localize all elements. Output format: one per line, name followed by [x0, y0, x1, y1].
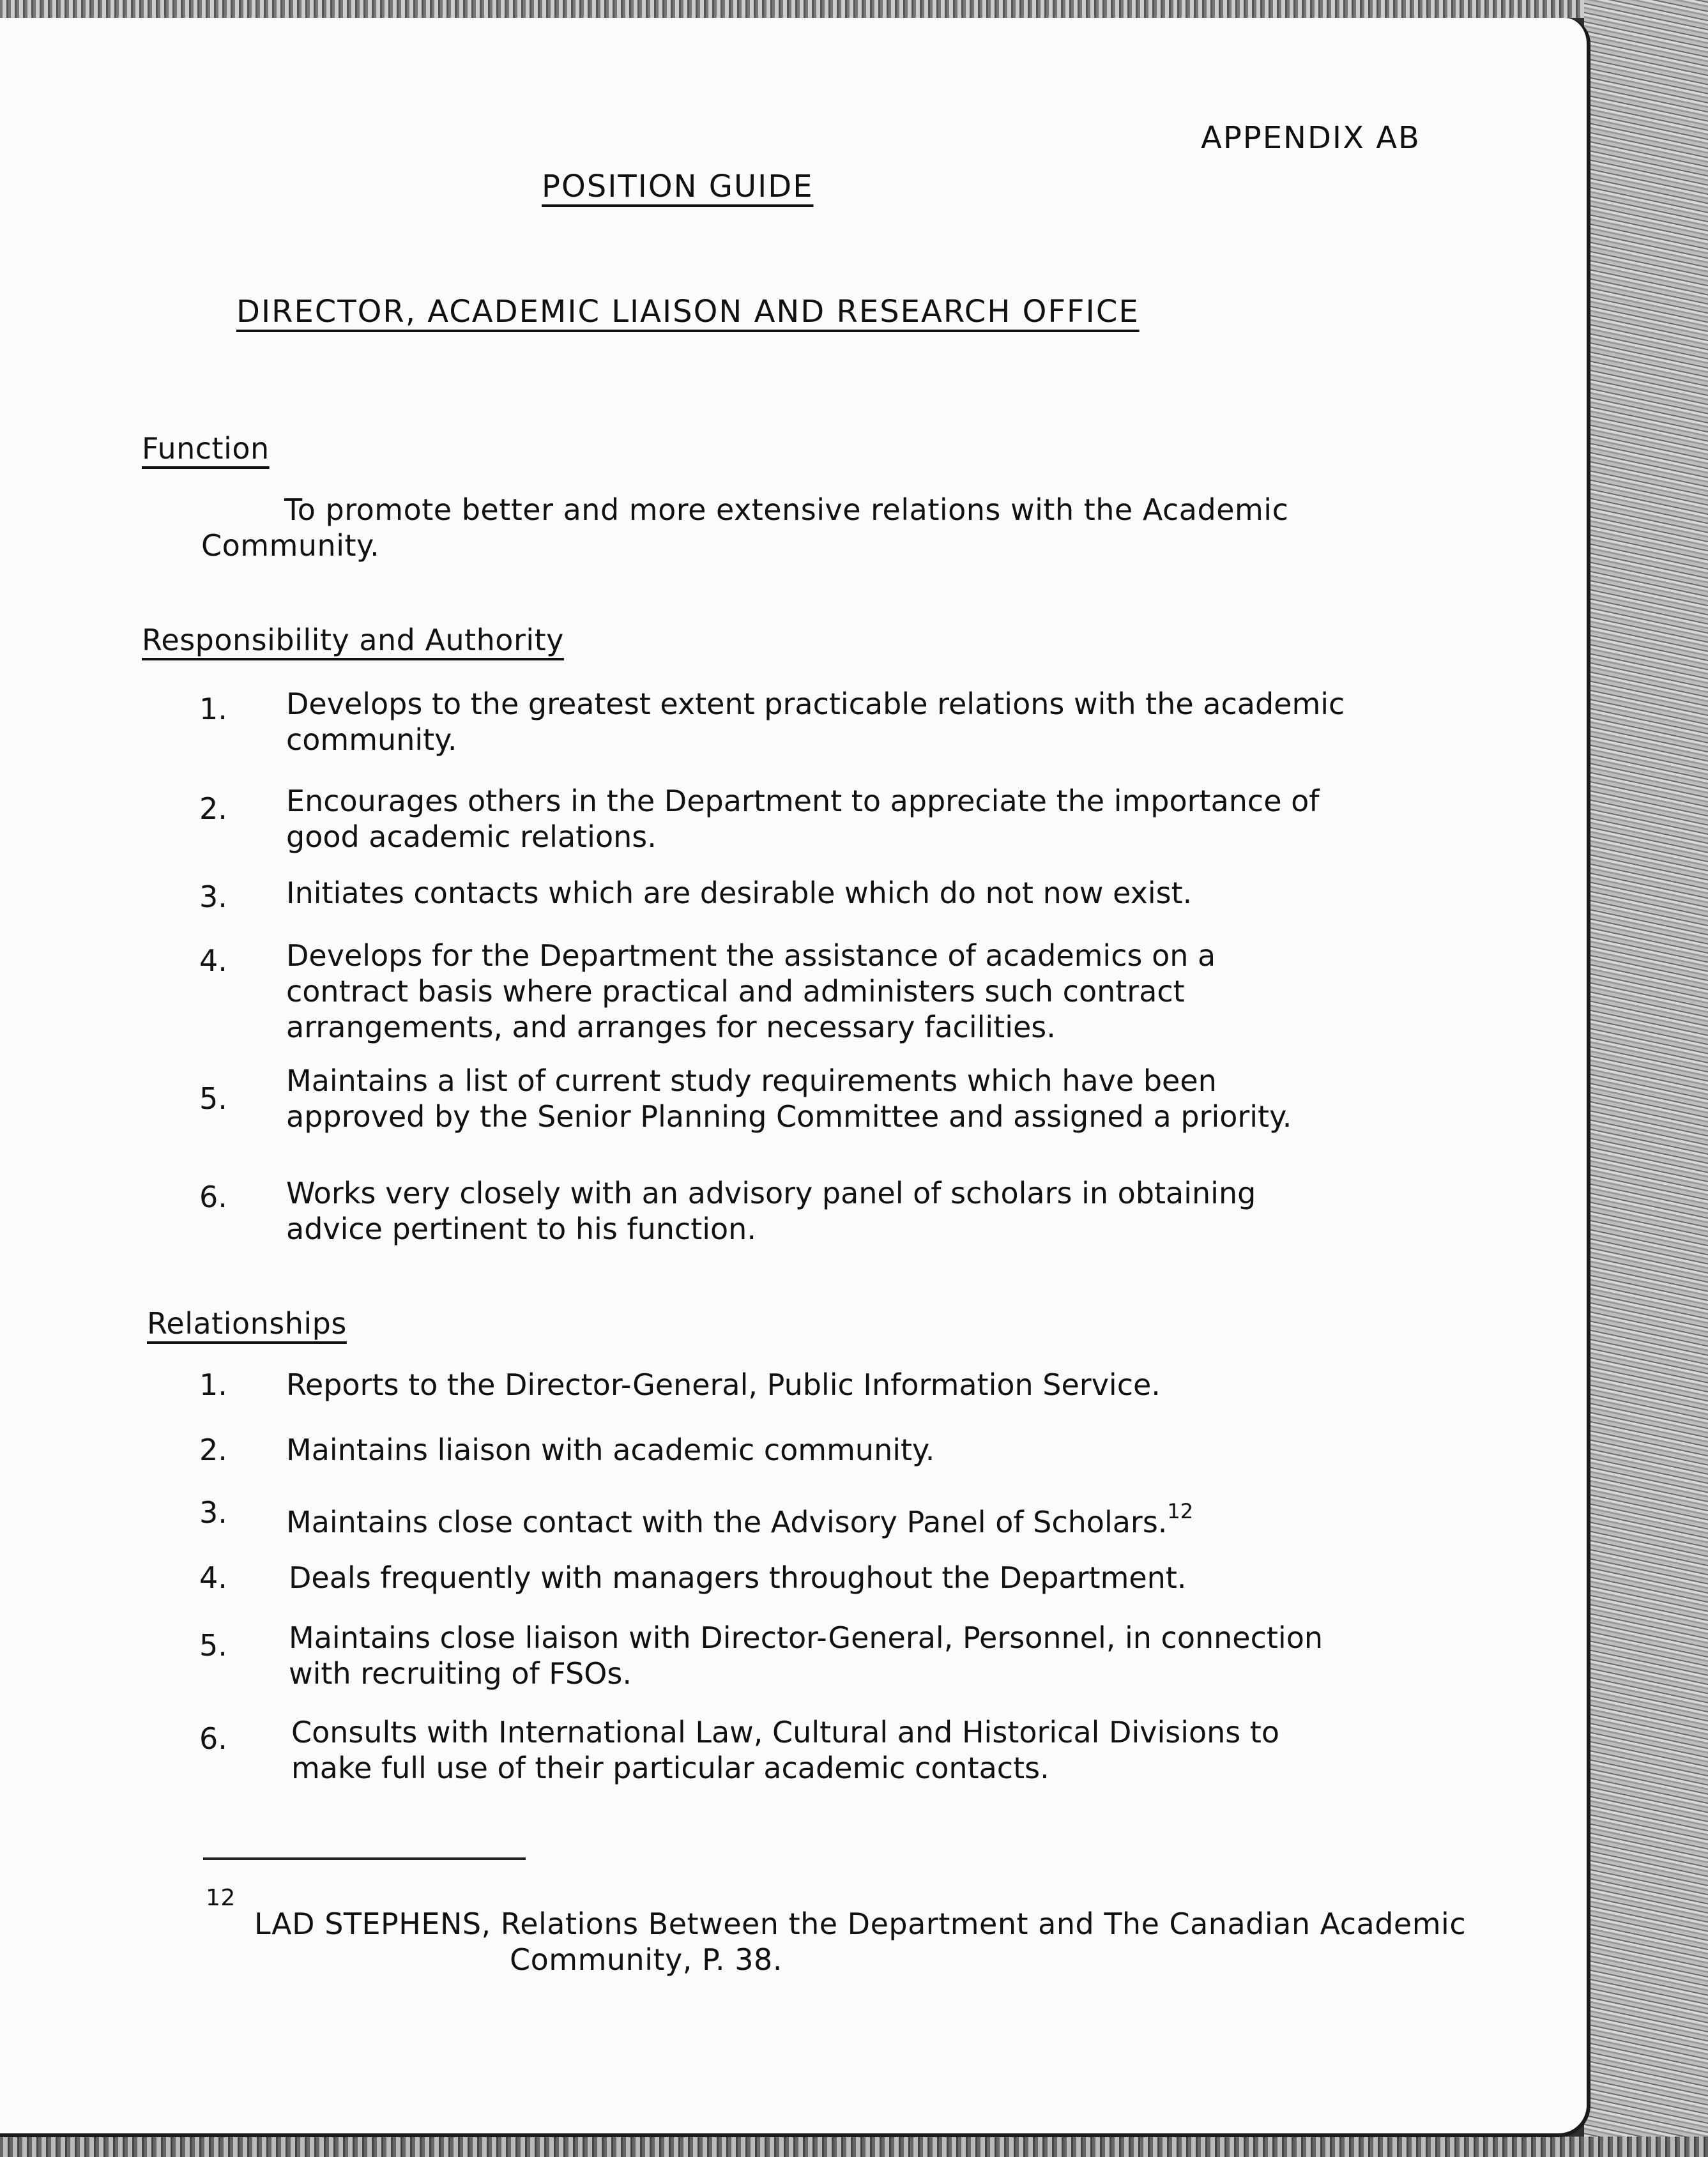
responsibility-heading: Responsibility and Authority [142, 623, 564, 657]
appendix-label: APPENDIX AB [1201, 120, 1421, 156]
page-subtitle: DIRECTOR, ACADEMIC LIAISON AND RESEARCH OFFICE [236, 294, 1140, 330]
relationship-item: Maintains close liaison with Director-General, Personnel, in connection with recruiting of FSOs. [289, 1620, 1323, 1691]
page-title: POSITION GUIDE [542, 169, 814, 204]
footnote-line-2: Community, P. 38. [510, 1942, 782, 1977]
relationship-item: Consults with International Law, Cultural and Historical Divisions to make full use of their particular academic contacts. [291, 1715, 1280, 1785]
relationships-heading: Relationships [147, 1306, 347, 1341]
responsibility-item: Encourages others in the Department to appreciate the importance of good academic relations. [286, 784, 1320, 854]
relationship-number: 6. [199, 1721, 227, 1756]
scan-edge-top [0, 0, 1708, 18]
responsibility-item: Develops for the Department the assistance of academics on a contract basis where practical and administers such contract arrangements, and arranges for necessary facilities. [286, 938, 1216, 1044]
function-heading: Function [142, 431, 270, 466]
responsibility-number: 4. [199, 943, 227, 978]
footnote-rule [203, 1857, 526, 1860]
responsibility-number: 2. [199, 791, 227, 826]
footnote-marker: 12 [206, 1885, 236, 1911]
footnote-reference: 12 [1167, 1499, 1194, 1523]
responsibility-number: 3. [199, 880, 227, 914]
responsibility-number: 1. [199, 692, 227, 726]
relationship-number: 2. [199, 1433, 227, 1467]
scan-edge-right [1584, 0, 1708, 2157]
scan-edge-bottom [0, 2137, 1708, 2157]
responsibility-item: Initiates contacts which are desirable which do not now exist. [286, 876, 1193, 910]
responsibility-item: Maintains a list of current study requirements which have been approved by the Senior Planning Committee and assigned a priority. [286, 1063, 1292, 1134]
relationship-number: 5. [199, 1628, 227, 1663]
relationship-number: 1. [199, 1368, 227, 1402]
responsibility-number: 5. [199, 1081, 227, 1116]
relationship-item: Maintains liaison with academic community. [286, 1433, 935, 1467]
function-line-1: To promote better and more extensive relations with the Academic [284, 492, 1289, 527]
relationship-item [286, 1493, 1372, 1540]
relationship-item: Reports to the Director-General, Public Information Service. [286, 1368, 1161, 1402]
document-page [0, 18, 1590, 2137]
responsibility-item: Works very closely with an advisory panel of scholars in obtaining advice pertinent to his function. [286, 1176, 1256, 1246]
relationship-item-text: Maintains close contact with the Advisory Panel of Scholars. [286, 1505, 1168, 1539]
relationship-number: 3. [199, 1495, 227, 1530]
responsibility-number: 6. [199, 1180, 227, 1214]
function-line-2: Community. [201, 528, 380, 563]
relationship-item: Deals frequently with managers throughout the Department. [289, 1560, 1187, 1595]
relationship-number: 4. [199, 1560, 227, 1595]
responsibility-item: Develops to the greatest extent practicable relations with the academic community. [286, 687, 1345, 757]
footnote-line-1: LAD STEPHENS, Relations Between the Department and The Canadian Academic [254, 1907, 1467, 1941]
